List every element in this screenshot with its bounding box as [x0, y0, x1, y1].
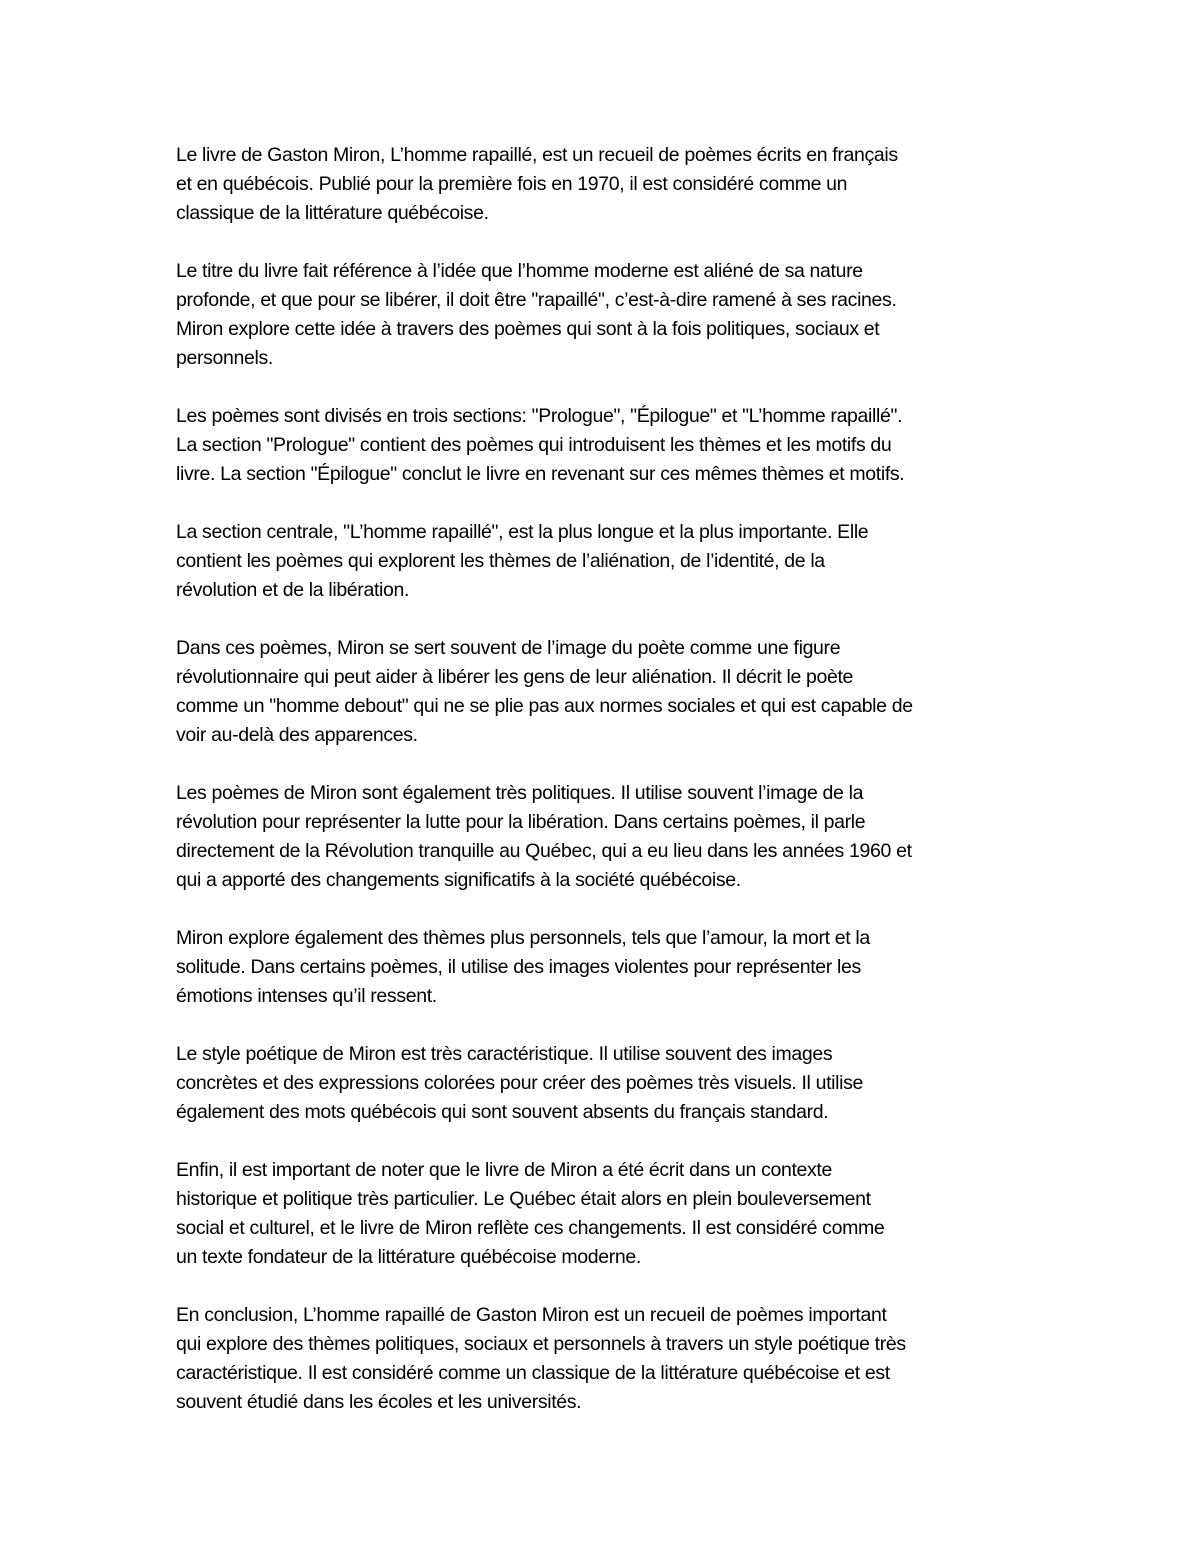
- text-line: qui a apporté des changements significatifs à la société québécoise.: [176, 869, 741, 891]
- text-line: révolution pour représenter la lutte pour la libération. Dans certains poèmes, il parle: [176, 811, 866, 833]
- text-line: également des mots québécois qui sont souvent absents du français standard.: [176, 1101, 829, 1123]
- text-line: contient les poèmes qui explorent les thèmes de l’aliénation, de l’identité, de la: [176, 550, 825, 572]
- paragraph-2: [176, 257, 1026, 373]
- text-line: solitude. Dans certains poèmes, il utilise des images violentes pour représenter les: [176, 956, 861, 978]
- text-line: La section "Prologue" contient des poèmes qui introduisent les thèmes et les motifs du: [176, 434, 892, 456]
- text-line: Les poèmes sont divisés en trois sections: "Prologue", "Épilogue" et "L’homme rapaillé".: [176, 405, 903, 427]
- text-line: un texte fondateur de la littérature québécoise moderne.: [176, 1246, 641, 1268]
- text-line: caractéristique. Il est considéré comme un classique de la littérature québécoise et est: [176, 1362, 890, 1384]
- paragraph-4: [176, 518, 1026, 605]
- text-line: social et culturel, et le livre de Miron reflète ces changements. Il est considéré comme: [176, 1217, 885, 1239]
- paragraph-9: [176, 1156, 1026, 1272]
- text-line: Le titre du livre fait référence à l’idée que l’homme moderne est aliéné de sa nature: [176, 260, 863, 282]
- text-line: concrètes et des expressions colorées pour créer des poèmes très visuels. Il utilise: [176, 1072, 864, 1094]
- text-line: Miron explore également des thèmes plus personnels, tels que l’amour, la mort et la: [176, 927, 870, 949]
- text-line: révolution et de la libération.: [176, 579, 410, 601]
- paragraph-1: [176, 141, 1026, 228]
- text-line: Enfin, il est important de noter que le livre de Miron a été écrit dans un contexte: [176, 1159, 832, 1181]
- text-line: directement de la Révolution tranquille au Québec, qui a eu lieu dans les années 1960 et: [176, 840, 912, 862]
- text-line: livre. La section "Épilogue" conclut le livre en revenant sur ces mêmes thèmes et motifs.: [176, 463, 905, 485]
- paragraph-8: [176, 1040, 1026, 1127]
- paragraph-5: [176, 634, 1026, 750]
- text-line: Miron explore cette idée à travers des poèmes qui sont à la fois politiques, sociaux et: [176, 318, 880, 340]
- text-line: personnels.: [176, 347, 273, 369]
- text-line: comme un "homme debout" qui ne se plie pas aux normes sociales et qui est capable de: [176, 695, 913, 717]
- text-line: profonde, et que pour se libérer, il doit être "rapaillé", c’est-à-dire ramené à ses racines.: [176, 289, 897, 311]
- text-line: historique et politique très particulier. Le Québec était alors en plein bouleversement: [176, 1188, 871, 1210]
- text-line: La section centrale, "L’homme rapaillé", est la plus longue et la plus importante. Elle: [176, 521, 869, 543]
- text-line: En conclusion, L’homme rapaillé de Gaston Miron est un recueil de poèmes important: [176, 1304, 887, 1326]
- paragraph-6: [176, 779, 1026, 895]
- text-line: voir au-delà des apparences.: [176, 724, 418, 746]
- text-line: et en québécois. Publié pour la première fois en 1970, il est considéré comme un: [176, 173, 848, 195]
- document-body: [176, 141, 1026, 1446]
- paragraph-7: [176, 924, 1026, 1011]
- text-line: Dans ces poèmes, Miron se sert souvent de l’image du poète comme une figure: [176, 637, 841, 659]
- text-line: qui explore des thèmes politiques, sociaux et personnels à travers un style poétique très: [176, 1333, 906, 1355]
- text-line: Le livre de Gaston Miron, L’homme rapaillé, est un recueil de poèmes écrits en français: [176, 144, 898, 166]
- text-line: Le style poétique de Miron est très caractéristique. Il utilise souvent des images: [176, 1043, 833, 1065]
- paragraph-3: [176, 402, 1026, 489]
- text-line: émotions intenses qu’il ressent.: [176, 985, 437, 1007]
- text-line: révolutionnaire qui peut aider à libérer les gens de leur aliénation. Il décrit le poète: [176, 666, 854, 688]
- text-line: classique de la littérature québécoise.: [176, 202, 489, 224]
- text-line: Les poèmes de Miron sont également très politiques. Il utilise souvent l’image de la: [176, 782, 864, 804]
- paragraph-10: [176, 1301, 1026, 1417]
- text-line: souvent étudié dans les écoles et les universités.: [176, 1391, 582, 1413]
